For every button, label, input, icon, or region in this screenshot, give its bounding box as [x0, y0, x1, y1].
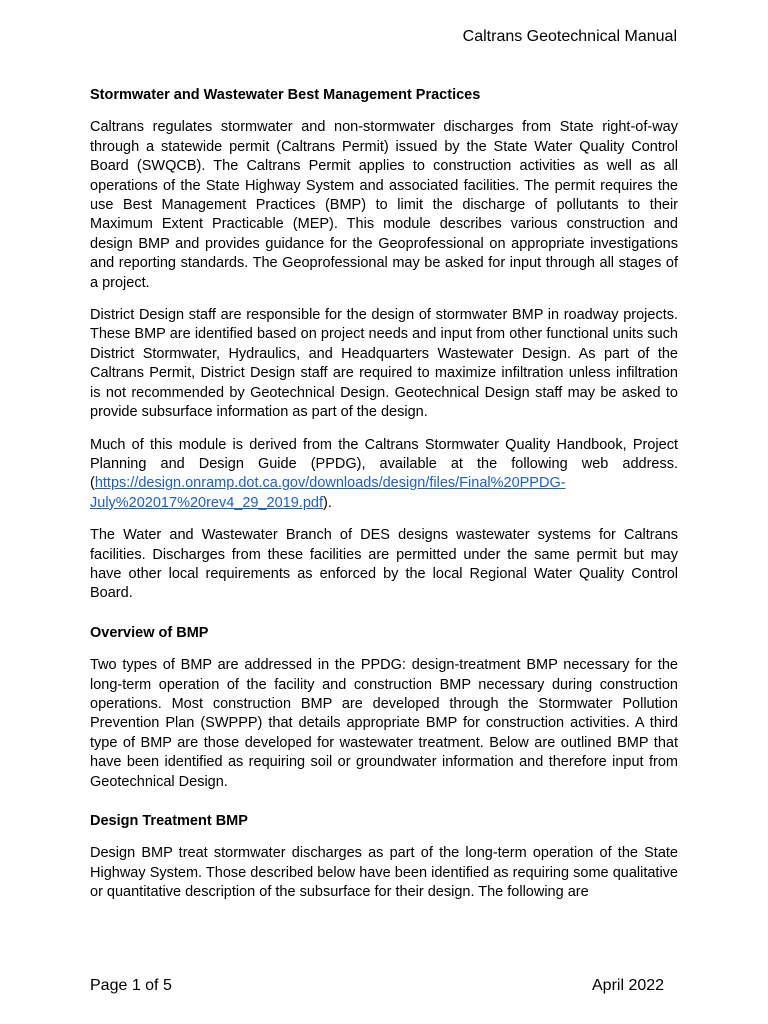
section-heading-design-treatment: Design Treatment BMP: [90, 813, 248, 829]
ppdg-link[interactable]: https://design.onramp.dot.ca.gov/downloads/design/files/Final%20PPDG-July%202017%20rev4_29_2019.pdf: [90, 475, 566, 511]
document-header-title: Caltrans Geotechnical Manual: [462, 28, 677, 45]
paragraph-design-bmp: Design BMP treat stormwater discharges as part of the long-term operation of the State Highway System. Those described below have been identified as requiring some qualitative or quantitative description of the subsurface for their design. The following are: [90, 845, 678, 901]
paragraph-caltrans-permit: Caltrans regulates stormwater and non-stormwater discharges from State right-of-way through a statewide permit (Caltrans Permit) issued by the State Water Quality Control Board (SWQCB). The Caltrans Permit applies to construction activities as well as all operations of the State Highway System and associated facilities. The permit requires the use Best Management Practices (BMP) to limit the discharge of pollutants to their Maximum Extent Practicable (MEP). This module describes various construction and design BMP and provides guidance for the Geoprofessional on appropriate investigations and reporting standards. The Geoprofessional may be asked for input through all stages of a project.: [90, 119, 678, 291]
document-date: April 2022: [592, 977, 665, 994]
paragraph-district-design: District Design staff are responsible for the design of stormwater BMP in roadway projects. These BMP are identified based on project needs and input from other functional units such District Stormwater, Hydraulics, and Headquarters Wastewater Design. As part of the Caltrans Permit, District Design staff are required to maximize infiltration unless infiltration is not recommended by Geotechnical Design. Geotechnical Design staff may be asked to provide subsurface information as part of the design.: [90, 307, 678, 421]
paragraph-bmp-types: Two types of BMP are addressed in the PPDG: design-treatment BMP necessary for the long-term operation of the facility and construction BMP necessary during construction operations. Most construction BMP are developed through the Stormwater Pollution Prevention Plan (SWPPP) that details appropriate BMP for construction activities. A third type of BMP are those developed for wastewater treatment. Below are outlined BMP that have been identified as requiring soil or groundwater information and therefore input from Geotechnical Design.: [90, 657, 678, 790]
paragraph-wastewater-branch: The Water and Wastewater Branch of DES designs wastewater systems for Caltrans facilities. Discharges from these facilities are permitted under the same permit but may have other local requirements as enforced by the local Regional Water Quality Control Board.: [90, 527, 678, 602]
section-heading-stormwater: Stormwater and Wastewater Best Management Practices: [90, 87, 481, 103]
document-body: [90, 86, 678, 916]
paragraph-ppdg-reference: [90, 436, 678, 514]
page-number: Page 1 of 5: [90, 977, 172, 994]
section-heading-overview: Overview of BMP: [90, 624, 209, 641]
ppdg-text-after: ).: [323, 494, 332, 511]
ppdg-text-before: Much of this module is derived from the Caltrans Stormwater Quality Handbook, Project Planning and Design Guide (PPDG), available at the following web address. (: [90, 436, 678, 492]
